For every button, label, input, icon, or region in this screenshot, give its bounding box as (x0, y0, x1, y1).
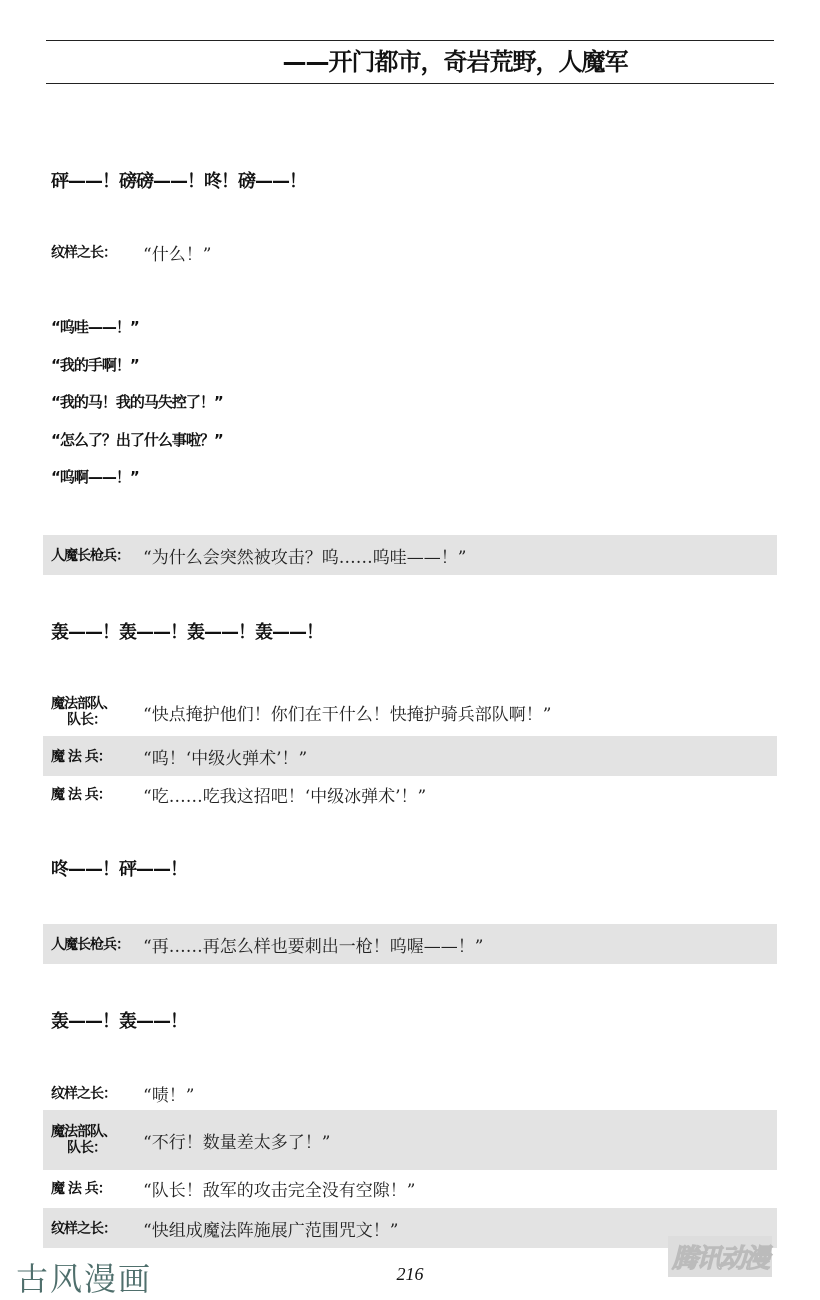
speech-text: “什么！” (143, 244, 212, 265)
speech-text: “吃……吃我这招吧！‘中级冰弹术’！” (143, 786, 427, 807)
speaker-label: 纹样之长： (51, 245, 116, 261)
sfx-line (43, 854, 777, 882)
cry-line (43, 463, 777, 489)
speaker-label-line2: 队长： (67, 712, 106, 728)
cry-line (43, 313, 777, 339)
speech-text: “快点掩护他们！你们在干什么！快掩护骑兵部队啊！” (143, 704, 552, 725)
sfx-line (43, 617, 777, 645)
dialogue-line (43, 1174, 777, 1202)
dialogue-line-highlighted (43, 1208, 777, 1248)
dialogue-line-highlighted (43, 535, 777, 575)
speech-text: “快组成魔法阵施展广范围咒文！” (143, 1220, 399, 1241)
cry-line (43, 388, 777, 414)
speaker-label: 人魔长枪兵： (51, 548, 129, 564)
speech-text: “为什么会突然被攻击？呜……呜哇——！” (143, 547, 467, 568)
header-rule-bottom (46, 83, 774, 84)
speaker-label: 魔 法 兵： (51, 1181, 111, 1197)
speech-text: “啧！” (143, 1085, 195, 1106)
dialogue-line-highlighted (43, 736, 777, 776)
speech-text: “队长！敌军的攻击完全没有空隙！” (143, 1180, 416, 1201)
speaker-label: 魔 法 兵： (51, 787, 111, 803)
sfx-text: 轰——！轰——！轰——！轰——！ (51, 622, 323, 643)
dialogue-line-highlighted (43, 1110, 777, 1170)
speech-text: “不行！数量差太多了！” (143, 1132, 331, 1153)
cry-text: “呜哇——！” (51, 317, 139, 336)
speaker-label: 魔 法 兵： (51, 749, 111, 765)
speaker-label-line1: 魔法部队、 (51, 1124, 116, 1140)
speaker-label-line1: 魔法部队、 (51, 696, 116, 712)
speaker-label (51, 696, 143, 728)
cry-line (43, 351, 777, 377)
speaker-label-line2: 队长： (67, 1140, 106, 1156)
dialogue-line (43, 1079, 777, 1107)
cry-text: “呜啊——！” (51, 467, 139, 486)
sfx-text: 轰——！轰——！ (51, 1011, 187, 1032)
sfx-line (43, 1006, 777, 1034)
sfx-line (43, 166, 777, 194)
speech-text: “再……再怎么样也要刺出一枪！呜喔——！” (143, 936, 484, 957)
cry-text: “怎么了？出了什么事啦？” (51, 430, 223, 449)
watermark-logo: 腾讯动漫 (668, 1236, 772, 1277)
cry-text: “我的马！我的马失控了！” (51, 392, 223, 411)
dialogue-line (43, 780, 777, 808)
speaker-label: 人魔长枪兵： (51, 937, 129, 953)
speaker-label: 纹样之长： (51, 1221, 116, 1237)
chapter-title: ——开门都市，奇岩荒野，人魔军 (282, 48, 628, 76)
speech-text: “呜！‘中级火弹术’！” (143, 748, 308, 769)
header-rule-top (46, 40, 774, 41)
dialogue-line (43, 692, 777, 732)
cry-line (43, 426, 777, 452)
speaker-label (51, 1124, 143, 1156)
dialogue-line (43, 238, 777, 266)
publisher-logo: 古风漫画 (16, 1260, 153, 1298)
page-number: 216 (396, 1264, 424, 1284)
dialogue-line-highlighted (43, 924, 777, 964)
sfx-text: 砰——！磅磅——！咚！磅——！ (51, 171, 306, 192)
cry-text: “我的手啊！” (51, 355, 139, 374)
sfx-text: 咚——！砰——！ (51, 859, 187, 880)
speaker-label: 纹样之长： (51, 1086, 116, 1102)
